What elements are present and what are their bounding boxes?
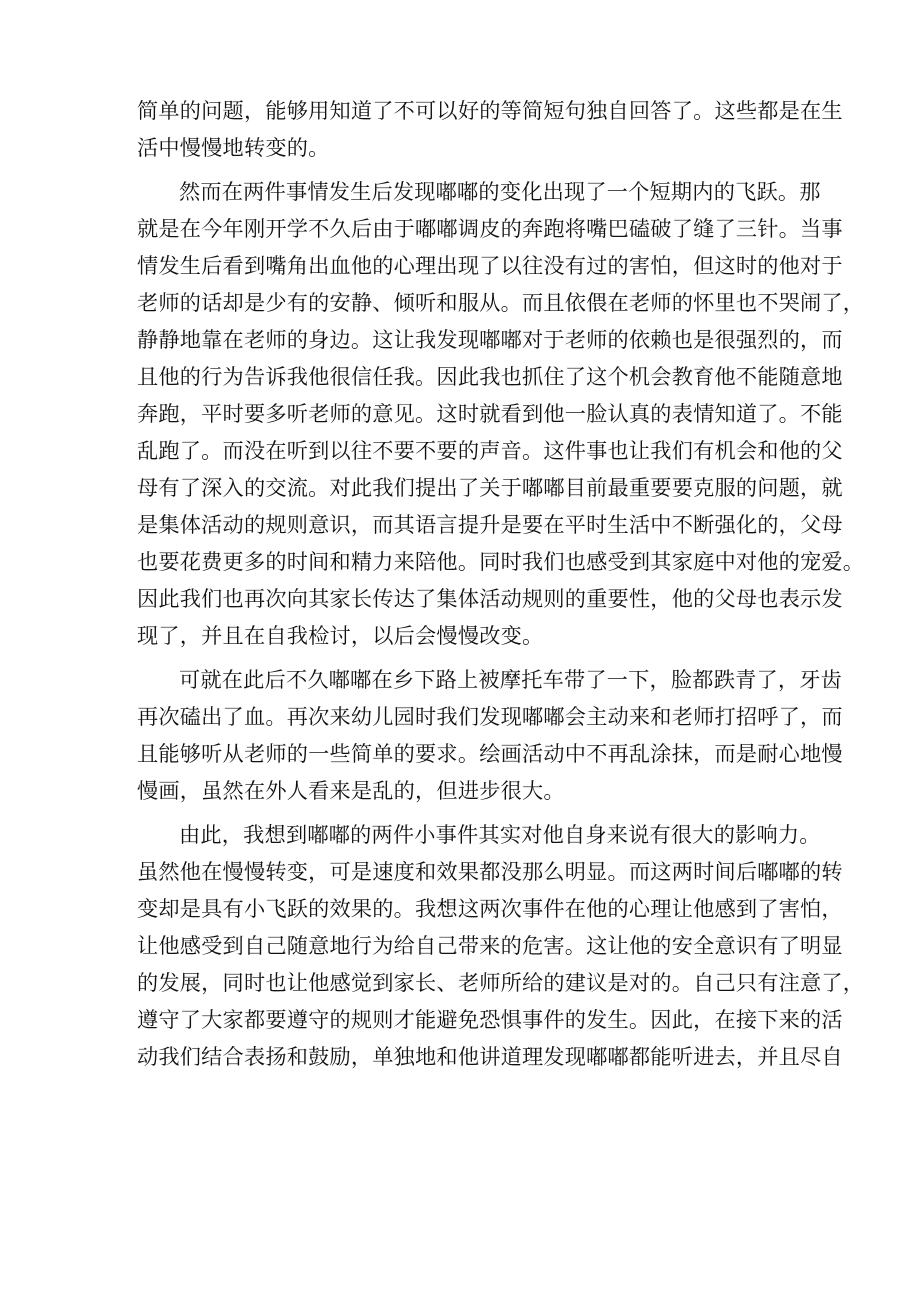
text-line: 慢画，虽然在外人看来是乱的，但进步很大。	[137, 778, 565, 803]
text-line: 让他感受到自己随意地行为给自己带来的危害。这让他的安全意识有了明显	[137, 933, 843, 958]
text-line: 变却是具有小飞跃的效果的。我想这两次事件在他的心理让他感到了害怕，	[137, 896, 843, 921]
text-line: 现了，并且在自我检讨，以后会慢慢改变。	[137, 623, 544, 648]
paragraph-3	[137, 661, 843, 809]
text-line: 遵守了大家都要遵守的规则才能避免恐惧事件的发生。因此，在接下来的活	[137, 1007, 843, 1032]
text-line: 是集体活动的规则意识，而其语言提升是要在平时生活中不断强化的，父母	[137, 512, 843, 537]
text-line: 母有了深入的交流。对此我们提出了关于嘟嘟目前最重要要克服的问题，就	[137, 475, 843, 500]
paragraph-4	[137, 816, 865, 1075]
text-line: 乱跑了。而没在听到以往不要不要的声音。这件事也让我们有机会和他的父	[137, 438, 843, 463]
text-line: 动我们结合表扬和鼓励，单独地和他讲道理发现嘟嘟都能听进去，并且尽自	[137, 1044, 843, 1069]
text-line: 可就在此后不久嘟嘟在乡下路上被摩托车带了一下，脸都跌青了，牙齿	[179, 667, 843, 692]
text-line: 且能够听从老师的一些简单的要求。绘画活动中不再乱涂抹，而是耐心地慢	[137, 741, 843, 766]
text-line: 情发生后看到嘴角出血他的心理出现了以往没有过的害怕，但这时的他对于	[137, 253, 843, 278]
text-line: 活中慢慢地转变的。	[137, 135, 330, 160]
text-line: 奔跑，平时要多听老师的意见。这时就看到他一脸认真的表情知道了。不能	[137, 401, 843, 426]
paragraph-1	[137, 92, 843, 166]
text-line: 就是在今年刚开学不久后由于嘟嘟调皮的奔跑将嘴巴磕破了缝了三针。当事	[137, 216, 843, 241]
text-line: 的发展，同时也让他感觉到家长、老师所给的建议是对的。自己只有注意了，	[137, 970, 865, 995]
paragraph-2	[137, 173, 865, 654]
text-line: 也要花费更多的时间和精力来陪他。同时我们也感受到其家庭中对他的宠爱。	[137, 549, 865, 574]
document-body	[137, 92, 865, 1075]
text-line: 虽然他在慢慢转变，可是速度和效果都没那么明显。而这两时间后嘟嘟的转	[137, 859, 843, 884]
text-line: 静静地靠在老师的身边。这让我发现嘟嘟对于老师的依赖也是很强烈的，而	[137, 327, 843, 352]
text-line: 且他的行为告诉我他很信任我。因此我也抓住了这个机会教育他不能随意地	[137, 364, 843, 389]
text-line: 老师的话却是少有的安静、倾听和服从。而且依偎在老师的怀里也不哭闹了，	[137, 290, 865, 315]
text-line: 简单的问题，能够用知道了不可以好的等简短句独自回答了。这些都是在生	[137, 98, 843, 123]
text-line: 再次磕出了血。再次来幼儿园时我们发现嘟嘟会主动来和老师打招呼了，而	[137, 704, 843, 729]
text-line: 由此，我想到嘟嘟的两件小事件其实对他自身来说有很大的影响力。	[179, 822, 821, 847]
text-line: 然而在两件事情发生后发现嘟嘟的变化出现了一个短期内的飞跃。那	[179, 179, 821, 204]
text-line: 因此我们也再次向其家长传达了集体活动规则的重要性，他的父母也表示发	[137, 586, 843, 611]
